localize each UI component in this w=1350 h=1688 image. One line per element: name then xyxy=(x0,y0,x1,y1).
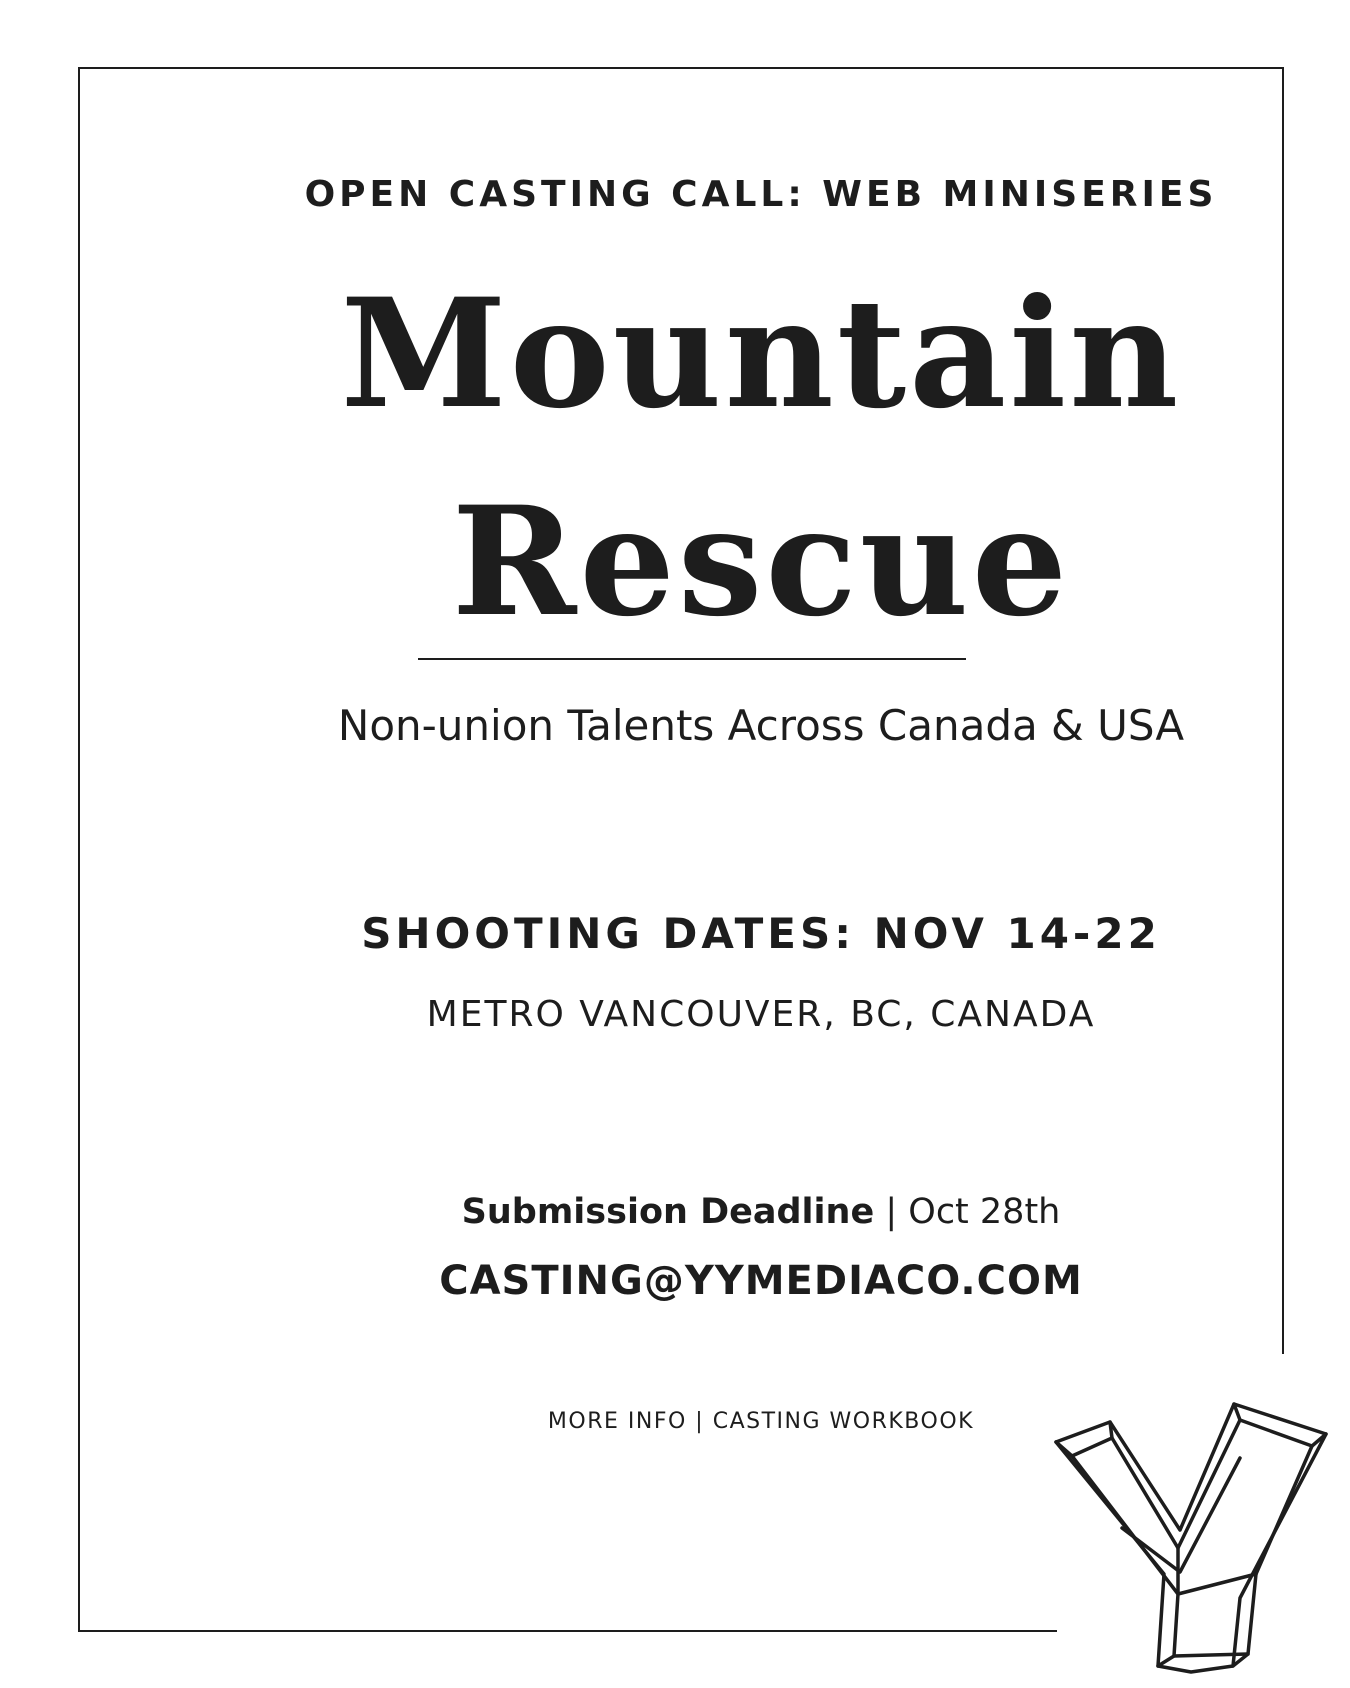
poster-content xyxy=(80,69,1282,1630)
more-info-link[interactable]: MORE INFO | CASTING WORKBOOK xyxy=(547,1409,975,1434)
deadline-label: Submission Deadline xyxy=(461,1192,875,1232)
casting-email-link[interactable]: CASTING@YYMEDIACO.COM xyxy=(439,1258,1083,1304)
deadline-separator: | xyxy=(874,1192,909,1232)
title-line-2: Rescue xyxy=(451,474,1071,650)
title-divider xyxy=(418,658,966,660)
submission-deadline xyxy=(80,1192,1350,1232)
frame-bottom-border xyxy=(78,1630,1057,1632)
talent-subtitle: Non-union Talents Across Canada & USA xyxy=(337,701,1185,750)
shooting-dates: SHOOTING DATES: NOV 14-22 xyxy=(361,909,1161,958)
shooting-location: METRO VANCOUVER, BC, CANADA xyxy=(426,994,1096,1035)
y-logo-icon xyxy=(1052,1398,1328,1678)
title-line-1: Mountain xyxy=(340,266,1182,442)
deadline-date: Oct 28th xyxy=(908,1192,1061,1232)
casting-call-heading: OPEN CASTING CALL: WEB MINISERIES xyxy=(304,174,1218,215)
